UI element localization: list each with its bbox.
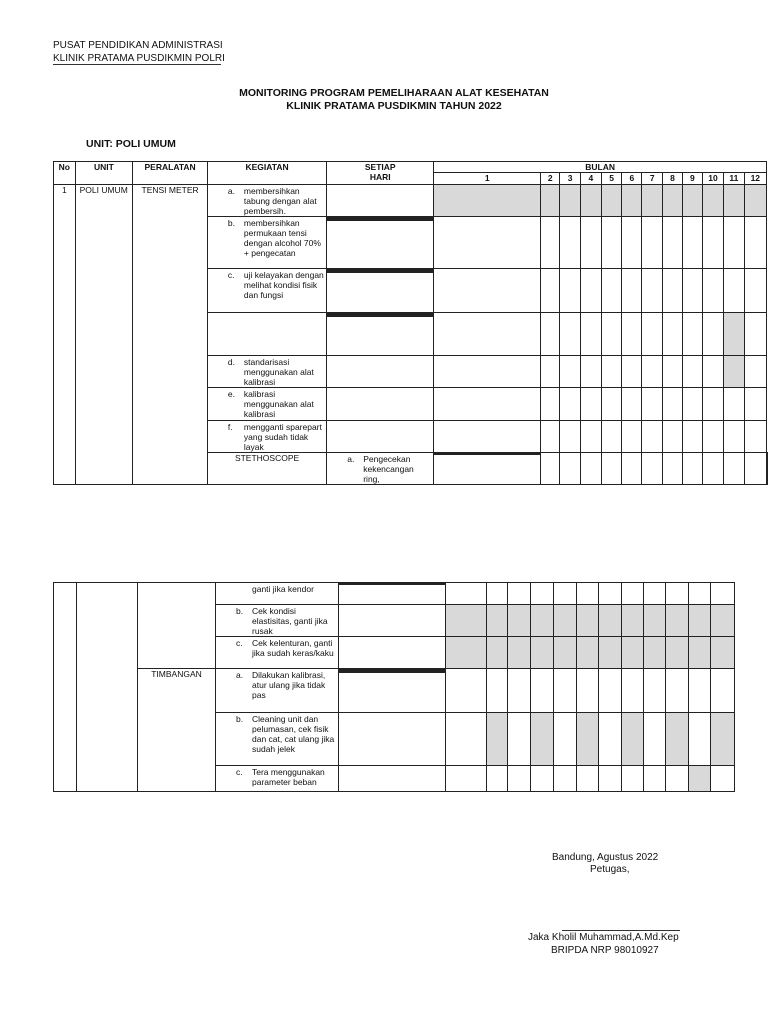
daily-check-box <box>362 273 379 274</box>
month-cell-10 <box>702 185 723 217</box>
month-cell-10 <box>702 313 723 356</box>
equipment-stethoscope-cont <box>138 583 216 669</box>
month-cell-2 <box>541 185 560 217</box>
daily-check-box <box>345 221 362 222</box>
month-cell-5 <box>554 605 577 637</box>
month-cell-8 <box>622 669 644 713</box>
month-cell-2 <box>487 637 508 669</box>
daily-check-box <box>357 585 374 586</box>
daily-cell <box>327 421 434 453</box>
daily-check-box <box>396 317 433 318</box>
month-cell-5 <box>601 421 622 453</box>
month-cell-5 <box>601 313 622 356</box>
org-name-line2: KLINIK PRATAMA PUSDIKMIN POLRI <box>53 53 225 64</box>
month-cell-3 <box>560 356 581 388</box>
month-cell-9 <box>682 356 702 388</box>
month-cell-7 <box>642 217 663 269</box>
kegiatan-a-timbangan: a. Dilakukan kalibrasi, atur ulang jika tidak pas <box>216 669 339 713</box>
kegiatan-b-timbangan: b. Cleaning unit dan pelumasan, cek fisik dan cat, cat ulang jika sudah jelek <box>216 713 339 766</box>
month-cell-9 <box>682 421 702 453</box>
month-cell-12 <box>744 185 766 217</box>
row-no-cont <box>54 583 77 792</box>
month-cell-1 <box>446 766 487 792</box>
month-cell-11 <box>689 605 711 637</box>
daily-check-box <box>452 455 469 456</box>
month-cell-11 <box>724 269 744 313</box>
month-cell-12 <box>711 583 735 605</box>
month-cell-8 <box>663 313 683 356</box>
month-cell-5 <box>622 453 642 485</box>
month-header-9: 9 <box>682 173 702 185</box>
month-cell-9 <box>644 766 666 792</box>
month-cell-6 <box>642 453 663 485</box>
month-cell-1 <box>446 605 487 637</box>
daily-check-box <box>357 673 374 674</box>
month-cell-9 <box>682 217 702 269</box>
daily-check-box <box>396 221 433 222</box>
kegiatan-c-timbangan: c. Tera menggunakan parameter beban <box>216 766 339 792</box>
month-cell-4 <box>531 669 554 713</box>
month-cell-1 <box>541 453 560 485</box>
daily-check-box <box>379 317 396 318</box>
month-cell-9 <box>682 313 702 356</box>
daily-cell <box>339 637 446 669</box>
month-cell-6 <box>577 583 599 605</box>
kegiatan-a-stethoscope-cont: ganti jika kendor <box>216 583 339 605</box>
month-cell-6 <box>577 713 599 766</box>
month-cell-11 <box>724 185 744 217</box>
daily-check-box <box>374 673 391 674</box>
month-cell-8 <box>622 713 644 766</box>
month-cell-6 <box>577 637 599 669</box>
month-cell-1 <box>434 388 541 421</box>
month-cell-10 <box>666 637 689 669</box>
month-cell-5 <box>601 217 622 269</box>
month-cell-9 <box>682 269 702 313</box>
month-cell-6 <box>577 766 599 792</box>
unit-label: UNIT: POLI UMUM <box>86 138 176 150</box>
month-cell-11 <box>689 766 711 792</box>
daily-check-box <box>339 673 357 674</box>
daily-check-grid <box>339 669 446 713</box>
monitoring-table-page2 <box>53 582 735 792</box>
daily-check-box <box>327 273 345 274</box>
month-cell-4 <box>601 453 622 485</box>
month-cell-7 <box>642 185 663 217</box>
month-cell-3 <box>560 388 581 421</box>
month-cell-11 <box>689 583 711 605</box>
daily-check-box <box>379 273 396 274</box>
month-cell-9 <box>644 583 666 605</box>
month-cell-5 <box>601 356 622 388</box>
month-cell-2 <box>487 713 508 766</box>
month-header-5: 5 <box>601 173 622 185</box>
month-cell-1 <box>434 313 541 356</box>
daily-check-box <box>362 317 379 318</box>
month-cell-9 <box>682 388 702 421</box>
month-cell-8 <box>622 605 644 637</box>
month-cell-12 <box>744 356 766 388</box>
signature-place-date: Bandung, Agustus 2022 <box>552 852 659 863</box>
month-cell-10 <box>702 269 723 313</box>
month-cell-12 <box>711 669 735 713</box>
month-cell-5 <box>601 388 622 421</box>
month-cell-4 <box>580 185 601 217</box>
daily-check-box <box>339 585 357 586</box>
month-cell-7 <box>642 269 663 313</box>
daily-check-box <box>345 273 362 274</box>
month-cell-10 <box>702 356 723 388</box>
month-cell-1 <box>446 713 487 766</box>
kegiatan-c-stethoscope: c. Cek kelenturan, ganti jika sudah keras/kaku <box>216 637 339 669</box>
month-cell-4 <box>531 713 554 766</box>
month-cell-11 <box>744 453 766 485</box>
month-header-6: 6 <box>622 173 642 185</box>
month-cell-1 <box>434 217 541 269</box>
month-cell-3 <box>508 669 531 713</box>
month-cell-8 <box>622 637 644 669</box>
month-cell-12 <box>711 713 735 766</box>
month-cell-7 <box>663 453 683 485</box>
month-cell-7 <box>642 356 663 388</box>
month-cell-6 <box>622 313 642 356</box>
month-cell-11 <box>689 637 711 669</box>
month-cell-3 <box>508 637 531 669</box>
daily-check-box <box>503 455 540 456</box>
month-cell-7 <box>599 669 622 713</box>
month-cell-8 <box>663 269 683 313</box>
daily-check-box <box>327 317 345 318</box>
month-cell-11 <box>689 713 711 766</box>
month-cell-1 <box>434 185 541 217</box>
daily-mini-grid <box>327 313 433 317</box>
month-cell-12 <box>711 766 735 792</box>
month-cell-4 <box>580 388 601 421</box>
month-cell-1 <box>434 356 541 388</box>
month-cell-9 <box>682 185 702 217</box>
month-cell-5 <box>554 637 577 669</box>
month-header-7: 7 <box>642 173 663 185</box>
daily-cell <box>339 766 446 792</box>
month-cell-7 <box>642 421 663 453</box>
month-cell-7 <box>599 583 622 605</box>
month-cell-2 <box>541 269 560 313</box>
daily-mini-grid <box>434 453 540 455</box>
daily-cell <box>339 713 446 766</box>
unit-name: POLI UMUM <box>75 185 133 485</box>
month-cell-4 <box>531 637 554 669</box>
month-cell-2 <box>487 583 508 605</box>
month-cell-1 <box>446 637 487 669</box>
month-cell-3 <box>508 766 531 792</box>
month-cell-8 <box>663 421 683 453</box>
month-cell-8 <box>682 453 702 485</box>
month-cell-12 <box>744 217 766 269</box>
month-header-3: 3 <box>560 173 581 185</box>
month-cell-5 <box>554 713 577 766</box>
month-cell-4 <box>580 217 601 269</box>
month-cell-9 <box>644 637 666 669</box>
month-cell-4 <box>580 269 601 313</box>
month-cell-8 <box>663 217 683 269</box>
equipment-timbangan: TIMBANGAN <box>138 669 216 792</box>
month-cell-4 <box>580 421 601 453</box>
daily-mini-grid <box>339 583 445 585</box>
month-cell-6 <box>577 669 599 713</box>
monitoring-table-page1 <box>53 161 768 485</box>
month-cell-12 <box>744 421 766 453</box>
month-cell-9 <box>644 713 666 766</box>
daily-mini-grid <box>327 269 433 273</box>
month-header-1: 1 <box>434 173 541 185</box>
month-cell-4 <box>531 605 554 637</box>
month-cell-8 <box>622 583 644 605</box>
month-cell-7 <box>599 637 622 669</box>
daily-mini-grid <box>327 217 433 221</box>
kegiatan-a-stethoscope: a. Pengecekan kekencangan ring, <box>327 453 434 485</box>
month-cell-3 <box>508 713 531 766</box>
col-header-bulan: BULAN <box>434 162 767 173</box>
month-cell-1 <box>434 269 541 313</box>
month-cell-3 <box>580 453 601 485</box>
month-cell-10 <box>666 713 689 766</box>
org-name-line1: PUSAT PENDIDIKAN ADMINISTRASI <box>53 40 223 51</box>
daily-check-box <box>408 673 445 674</box>
col-header-no: No <box>54 162 76 185</box>
month-cell-12 <box>711 605 735 637</box>
month-cell-6 <box>622 269 642 313</box>
month-cell-6 <box>577 605 599 637</box>
daily-check-grid <box>339 583 446 605</box>
col-header-unit: UNIT <box>75 162 133 185</box>
daily-check-grid <box>327 313 434 356</box>
month-header-10: 10 <box>702 173 723 185</box>
month-cell-12 <box>711 637 735 669</box>
signature-line <box>562 930 680 931</box>
daily-check-grid <box>327 217 434 269</box>
row-no: 1 <box>54 185 76 485</box>
daily-check-box <box>391 585 408 586</box>
kegiatan-f-tensi: f. mengganti sparepart yang sudah tidak layak <box>207 421 326 453</box>
month-cell-12 <box>744 269 766 313</box>
month-cell-4 <box>580 356 601 388</box>
month-cell-8 <box>663 185 683 217</box>
month-cell-6 <box>622 185 642 217</box>
equipment-tensi-meter: TENSI METER <box>133 185 208 485</box>
daily-cell <box>327 185 434 217</box>
month-cell-3 <box>560 269 581 313</box>
month-cell-10 <box>724 453 744 485</box>
daily-check-box <box>486 455 503 456</box>
month-cell-10 <box>666 583 689 605</box>
col-header-kegiatan: KEGIATAN <box>207 162 326 185</box>
month-cell-11 <box>724 356 744 388</box>
month-cell-3 <box>560 217 581 269</box>
month-cell-1 <box>446 583 487 605</box>
daily-check-box <box>345 317 362 318</box>
month-cell-10 <box>702 217 723 269</box>
month-cell-1 <box>446 669 487 713</box>
month-header-12: 12 <box>744 173 766 185</box>
month-cell-8 <box>663 356 683 388</box>
kegiatan-c-tensi: c. uji kelayakan dengan melihat kondisi fisik dan fungsi <box>207 269 326 313</box>
doc-title-line1: MONITORING PROGRAM PEMELIHARAAN ALAT KESEHATAN <box>239 87 549 99</box>
month-cell-8 <box>663 388 683 421</box>
month-cell-4 <box>531 766 554 792</box>
month-cell-7 <box>642 388 663 421</box>
month-header-2: 2 <box>541 173 560 185</box>
daily-check-box <box>434 455 452 456</box>
daily-check-box <box>396 273 433 274</box>
month-cell-5 <box>601 185 622 217</box>
daily-check-box <box>374 585 391 586</box>
month-cell-4 <box>531 583 554 605</box>
col-header-setiap-hari: SETIAP HARI <box>327 162 434 185</box>
month-cell-11 <box>689 669 711 713</box>
daily-cell <box>327 388 434 421</box>
daily-check-box <box>391 673 408 674</box>
daily-check-grid <box>434 453 541 485</box>
month-cell-10 <box>702 421 723 453</box>
month-cell-3 <box>508 605 531 637</box>
equipment-stethoscope: STETHOSCOPE <box>207 453 326 485</box>
month-cell-12 <box>744 313 766 356</box>
month-cell-11 <box>724 421 744 453</box>
month-cell-2 <box>560 453 581 485</box>
daily-mini-grid <box>339 669 445 673</box>
month-cell-3 <box>560 421 581 453</box>
signature-rank: BRIPDA NRP 98010927 <box>551 945 659 956</box>
month-cell-4 <box>580 313 601 356</box>
month-cell-3 <box>508 583 531 605</box>
kegiatan-a-tensi: a. membersihkan tabung dengan alat pembersih. <box>207 185 326 217</box>
month-cell-7 <box>599 766 622 792</box>
month-cell-2 <box>487 766 508 792</box>
month-cell-1 <box>434 421 541 453</box>
month-cell-10 <box>666 766 689 792</box>
org-underline <box>53 64 221 65</box>
month-cell-7 <box>599 605 622 637</box>
signature-name: Jaka Kholil Muhammad,A.Md.Kep <box>528 932 679 943</box>
daily-check-box <box>408 585 445 586</box>
month-cell-10 <box>666 605 689 637</box>
month-cell-11 <box>724 217 744 269</box>
kegiatan-d-tensi: d. standarisasi menggunakan alat kalibrasi <box>207 356 326 388</box>
month-cell-5 <box>554 583 577 605</box>
month-cell-11 <box>724 313 744 356</box>
kegiatan-b-tensi: b. membersihkan permukaan tensi dengan alcohol 70% + pengecatan <box>207 217 326 269</box>
month-cell-5 <box>554 766 577 792</box>
doc-title-line2: KLINIK PRATAMA PUSDIKMIN TAHUN 2022 <box>286 100 502 112</box>
daily-check-box <box>469 455 486 456</box>
month-cell-6 <box>622 356 642 388</box>
month-cell-9 <box>644 605 666 637</box>
kegiatan-e-tensi: e. kalibrasi menggunakan alat kalibrasi <box>207 388 326 421</box>
month-cell-8 <box>622 766 644 792</box>
month-cell-11 <box>724 388 744 421</box>
month-cell-12 <box>767 453 768 485</box>
month-cell-9 <box>702 453 723 485</box>
month-cell-9 <box>644 669 666 713</box>
month-cell-5 <box>554 669 577 713</box>
month-cell-5 <box>601 269 622 313</box>
month-cell-2 <box>541 388 560 421</box>
month-cell-7 <box>642 313 663 356</box>
month-header-4: 4 <box>580 173 601 185</box>
signature-role: Petugas, <box>590 864 630 875</box>
month-cell-2 <box>541 421 560 453</box>
month-cell-3 <box>560 185 581 217</box>
daily-check-grid <box>327 269 434 313</box>
month-cell-2 <box>487 669 508 713</box>
month-cell-2 <box>487 605 508 637</box>
month-cell-2 <box>541 217 560 269</box>
daily-check-box <box>362 221 379 222</box>
month-cell-6 <box>622 217 642 269</box>
col-header-peralatan: PERALATAN <box>133 162 208 185</box>
month-cell-6 <box>622 388 642 421</box>
month-cell-2 <box>541 313 560 356</box>
daily-cell <box>327 356 434 388</box>
month-cell-10 <box>666 669 689 713</box>
month-cell-12 <box>744 388 766 421</box>
daily-check-box <box>379 221 396 222</box>
daily-check-box <box>327 221 345 222</box>
month-cell-6 <box>622 421 642 453</box>
unit-name-cont <box>77 583 138 792</box>
kegiatan-blank <box>207 313 326 356</box>
month-cell-3 <box>560 313 581 356</box>
month-cell-7 <box>599 713 622 766</box>
month-header-11: 11 <box>724 173 744 185</box>
kegiatan-b-stethoscope: b. Cek kondisi elastisitas, ganti jika rusak <box>216 605 339 637</box>
daily-cell <box>339 605 446 637</box>
month-header-8: 8 <box>663 173 683 185</box>
month-cell-10 <box>702 388 723 421</box>
month-cell-2 <box>541 356 560 388</box>
